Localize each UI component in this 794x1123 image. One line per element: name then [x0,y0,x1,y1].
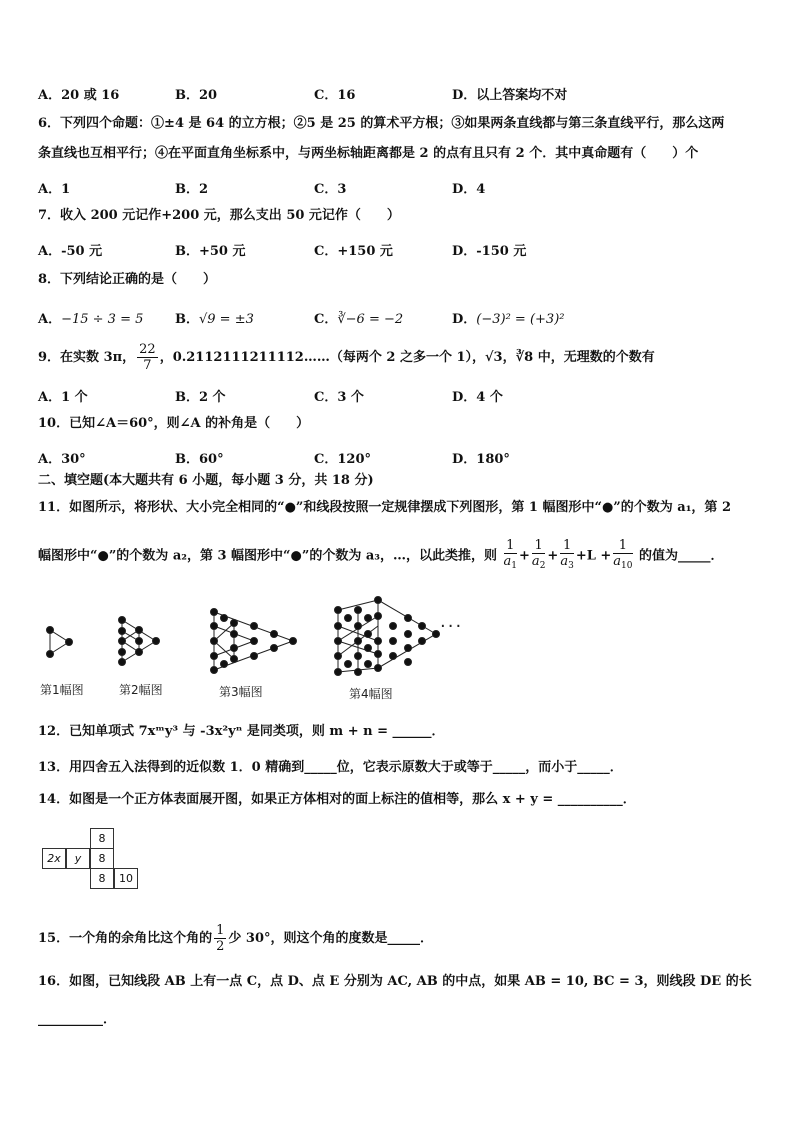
q5-option-a: A．20 或 16 [38,88,120,103]
q10-option-b: B．60° [175,452,224,467]
q11-caption-4: 第4幅图 [349,687,393,701]
q15-pre: 15．一个角的余角比这个角的 [38,931,213,946]
q11-frac-2: $\frac{1}{a_2}$ [531,538,546,571]
q11-frac-1: $\frac{1}{a_1}$ [503,538,518,571]
q5-option-d: D．以上答案均不对 [452,88,568,103]
q7-option-c: C．+150 元 [314,244,393,259]
q10-text: 10．已知∠A＝60°，则∠A 的补角是（ ） [38,416,310,431]
q9-option-d: D．4 个 [452,390,503,405]
net-cell-mid: y [66,848,90,869]
net-cell-top: 8 [90,828,114,849]
q11-frac-10: $\frac{1}{a_{10}}$ [613,538,633,571]
q16-text-line2: __________． [38,1012,117,1027]
q11-frac-3: $\frac{1}{a_3}$ [560,538,574,571]
q8-a-label: A． [38,312,62,327]
figure-3 [211,609,297,674]
q9-frac-den: 7 [143,358,152,373]
q8-c-label: C． [314,312,338,327]
q7-option-d: D．-150 元 [452,244,527,259]
q12-text: 12．已知单项式 7xᵐy³ 与 -3x²yⁿ 是同类项，则 m + n = ______． [38,724,445,739]
q15-fraction [214,923,226,954]
q5-option-c: C．16 [314,88,356,103]
q8-d-label: D． [452,312,477,327]
net-cell-bottom-right: 10 [114,868,138,889]
q8-c-expr: ∛−6 = −2 [337,312,404,327]
q8-b-label: B． [175,312,199,327]
figure-2 [119,617,160,666]
q6-text-line2: 条直线也互相平行；④在平面直角坐标系中，与两坐标轴距离都是 2 的点有且只有 2 个．其中真命题有（ ）个 [38,146,699,161]
q14-cube-net [42,828,142,898]
q10-option-d: D．180° [452,452,510,467]
q10-option-a: A．30° [38,452,86,467]
q8-a-expr: −15 ÷ 3 = 5 [61,312,144,327]
q11-line2-pre: 幅图形中“●”的个数为 a₂，第 3 幅图形中“●”的个数为 a₃，…，以此类推，则 [38,548,497,564]
q8-option-b [175,308,254,327]
q9-option-c: C．3 个 [314,390,364,405]
q6-option-c: C．3 [314,182,347,197]
q8-b-expr: √9 = ±3 [199,312,254,327]
q6-option-d: D．4 [452,182,486,197]
figure-4 [335,597,440,676]
section-heading: 二、填空题(本大题共有 6 小题，每小题 3 分，共 18 分) [38,473,374,488]
q8-option-d [452,308,564,327]
q11-text-line1: 11．如图所示，将形状、大小完全相同的“●”和线段按照一定规律摆成下列图形，第 1 幅图形中“●”的个数为 a₁，第 2 [38,500,731,515]
q15-frac-num: 1 [216,923,225,938]
q8-d-expr: (−3)² = (+3)² [476,312,565,327]
q14-text: 14．如图是一个正方体表面展开图，如果正方体相对的面上标注的值相等，那么 x + y = __________． [38,792,636,807]
q9-fraction [137,342,158,373]
q8-option-a [38,308,143,327]
q15-post: 少 30°，则这个角的度数是_____． [228,931,433,946]
q9-option-b: B．2 个 [175,390,226,405]
q13-text: 13．用四舍五入法得到的近似数 1．0 精确到_____位，它表示原数大于或等于_____，而小于_____． [38,760,623,775]
q9-post: ，0.2112111211112……（每两个 2 之多一个 1），√3，∛8 中，无理数的个数有 [159,350,655,365]
q16-text-line1: 16．如图，已知线段 AB 上有一点 C，点 D、点 E 分别为 AC, AB 的中点，如果 AB = 10, BC = 3，则线段 DE 的长 [38,974,752,989]
q7-option-a: A．-50 元 [38,244,103,259]
q8-option-c [314,308,403,327]
q9-pre: 9．在实数 3π， [38,350,136,365]
q8-text: 8．下列结论正确的是（ ） [38,272,217,287]
q11-caption-1: 第1幅图 [40,683,84,697]
q9-option-a: A．1 个 [38,390,88,405]
q7-option-b: B．+50 元 [175,244,246,259]
q6-option-a: A．1 [38,182,71,197]
q15-text [38,922,433,956]
net-cell-bottom: 8 [90,868,114,889]
q7-text: 7．收入 200 元记作+200 元，那么支出 50 元记作（ ） [38,208,400,223]
q10-option-c: C．120° [314,452,371,467]
q11-line2-post: 的值为_____． [639,548,724,564]
net-cell-right: 8 [90,848,114,869]
q11-caption-2: 第2幅图 [119,683,163,697]
q11-caption-3: 第3幅图 [219,685,263,699]
q11-ellipsis: ··· [440,616,464,637]
q9-text [38,342,655,373]
q11-pattern-figures [38,596,508,682]
q6-option-b: B．2 [175,182,209,197]
q9-frac-num: 22 [139,342,156,357]
q6-text-line1: 6．下列四个命题：①±4 是 64 的立方根；②5 是 25 的算术平方根；③如果两条直线都与第三条直线平行，那么这两 [38,116,725,131]
figure-1 [47,627,73,658]
q5-option-b: B．20 [175,88,218,103]
q15-frac-den: 2 [216,939,225,954]
q11-text-line2: 幅图形中“●”的个数为 a₂，第 3 幅图形中“●”的个数为 a₃，…，以此类推，则 $\frac{1}{a_1}$ + $\frac{1}{a_2}$ + $\frac{1}{a_3}$ +L + $\frac{1}{a_{10}}$ 的值为_____． [38,538,724,574]
net-cell-left: 2x [42,848,66,869]
